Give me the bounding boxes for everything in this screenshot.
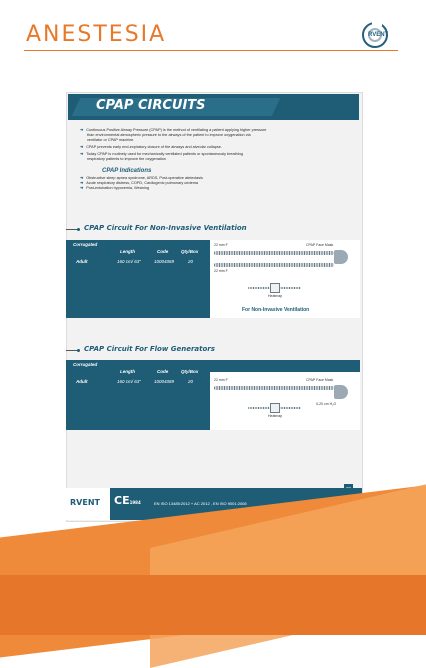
hose <box>248 407 270 409</box>
figure-caption: For Non-Invasive Ventilation <box>242 307 310 313</box>
figure-label-heatmap: Heatmap <box>268 414 283 418</box>
face-mask-icon <box>334 250 348 264</box>
intro-bullet-cont: than environmental atmospheric pressure to the airways of the patient to improve oxygenation via <box>87 133 251 137</box>
col-header-length: Length <box>120 369 135 374</box>
indication-item: ➜ Acute respiratory distress, COPD, Cardiogenic pulmonary oedema <box>80 181 199 185</box>
hose <box>279 407 301 409</box>
cell-length: 160 cm/ 63" <box>117 379 141 384</box>
footer-brand: RVENT <box>70 498 100 507</box>
arrow-right-icon: ➜ <box>80 152 84 156</box>
hose <box>248 287 270 289</box>
col-header-qty: Qty/Box <box>181 369 199 374</box>
table-tag: Corrugated <box>70 361 100 368</box>
figure-label-heatmap: Heatmap <box>268 294 283 298</box>
hose <box>279 287 301 289</box>
col-header-code: Code <box>157 369 169 374</box>
table-tag: Corrugated <box>70 241 100 248</box>
rvent-logo-icon <box>362 22 388 48</box>
col-header-length: Length <box>120 249 135 254</box>
col-header-code: Code <box>157 249 169 254</box>
figure-label: 22 mm F <box>214 243 228 247</box>
bottom-band <box>0 575 426 635</box>
indication-item: ➜ Post-extubation hypoxemia, Weaning <box>80 186 150 190</box>
corrugated-tube <box>214 386 334 390</box>
arrow-right-icon: ➜ <box>80 145 84 149</box>
figure-label-valve: 0-20 cm H₂O <box>316 402 337 406</box>
cell-code: 10004089 <box>154 379 175 384</box>
row-label: Adult <box>76 379 88 384</box>
arrow-right-icon: ➜ <box>80 186 84 190</box>
ce-number: 1984 <box>129 500 141 505</box>
corrugated-tube <box>214 263 334 267</box>
cell-qty: 20 <box>188 379 194 384</box>
figure-label-mask: CPAP Face Mask <box>306 378 334 382</box>
ce-mark-icon: CE1984 <box>114 494 141 507</box>
arrow-right-icon: ➜ <box>80 128 84 132</box>
figure-label-mask: CPAP Face Mask <box>306 243 334 247</box>
arrow-right-icon: ➜ <box>80 181 84 185</box>
intro-bullet: ➜ Continuous Positive Airway Pressure (CPAP) is the method of ventilating a patient applying higher pressure <box>80 128 267 132</box>
indications-title: CPAP Indications <box>102 168 152 174</box>
row-label: Adult <box>76 259 88 264</box>
section-dot-icon <box>77 349 80 352</box>
section-dot-icon <box>77 228 80 231</box>
arrow-right-icon: ➜ <box>80 176 84 180</box>
cell-qty: 20 <box>188 259 194 264</box>
footer-certifications: EN ISO 13485:2012 + AC 2012 , EN ISO 9001:2008 <box>154 501 247 506</box>
figure-label: 22 mm F <box>214 269 228 273</box>
section-title: CPAP Circuit For Flow Generators <box>84 345 215 353</box>
header-divider <box>24 50 398 51</box>
intro-bullet: ➜ CPAP prevents early end-expiratory closure of the airways and alveolar collapse. <box>80 145 222 149</box>
intro-bullet-cont: respiratory patients to improve the oxygenation <box>87 157 166 161</box>
cell-length: 160 cm/ 63" <box>117 259 141 264</box>
section-title: CPAP Circuit For Non-Invasive Ventilation <box>84 224 247 232</box>
logo-text: RVENT <box>368 32 389 38</box>
page-title: ANESTESIA <box>26 22 167 47</box>
figure-panel <box>210 372 360 430</box>
intro-bullet: ➜ Today CPAP is routinely used for mechanically ventilated patients or spontaneously breathing <box>80 152 243 156</box>
banner-title: CPAP CIRCUITS <box>96 98 206 113</box>
face-mask-icon <box>334 385 348 399</box>
indication-item: ➜ Obstructive sleep apnea syndrome, ARDS, Post-operative atelectasis <box>80 176 203 180</box>
corrugated-tube <box>214 251 334 255</box>
figure-label: 22 mm F <box>214 378 228 382</box>
cell-code: 10004069 <box>154 259 175 264</box>
intro-bullet-cont: ventilator or CPAP machine. <box>87 138 135 142</box>
col-header-qty: Qty/Box <box>181 249 199 254</box>
